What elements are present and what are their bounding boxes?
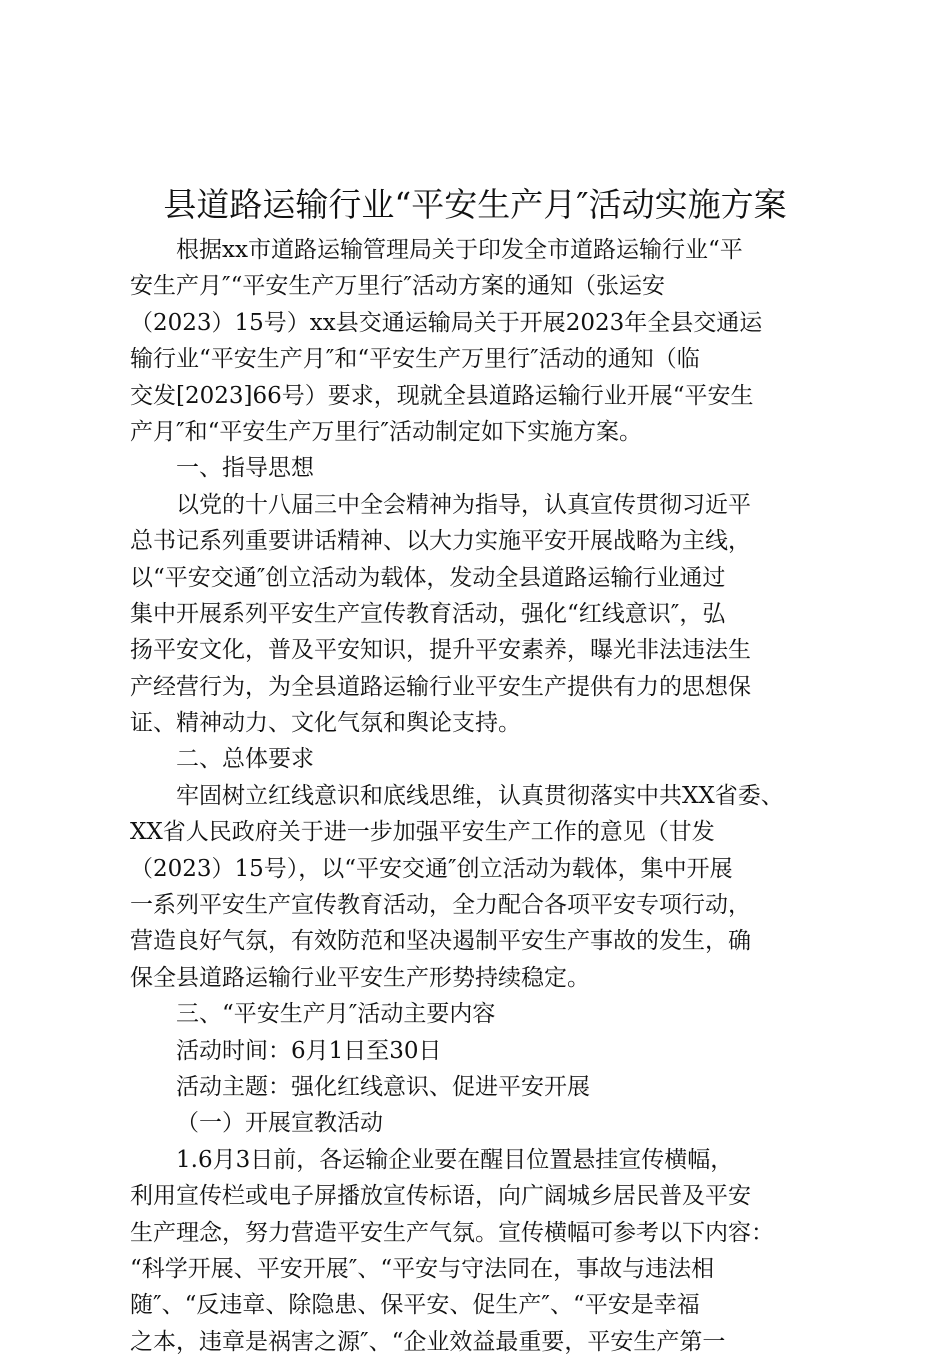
text-line: 一系列平安生产宣传教育活动，全力配合各项平安专项行动， xyxy=(130,892,751,919)
text-line: 交发[2023]66号）要求，现就全县道路运输行业开展“平安生 xyxy=(130,382,754,409)
text-line: 保全县道路运输行业平安生产形势持续稳定。 xyxy=(130,964,590,991)
text-line: 三、“平安生产月″活动主要内容 xyxy=(176,1001,496,1028)
text-line: 输行业“平安生产月″和“平安生产万里行″活动的通知（临 xyxy=(130,346,700,373)
text-line: 营造良好气氛，有效防范和坚决遏制平安生产事故的发生，确 xyxy=(130,928,751,955)
text-line: 以党的十八届三中全会精神为指导，认真宣传贯彻习近平 xyxy=(176,491,751,518)
text-line: 以“平安交通″创立活动为载体，发动全县道路运输行业通过 xyxy=(130,564,726,591)
text-line: 产月″和“平安生产万里行″活动制定如下实施方案。 xyxy=(130,418,642,445)
text-line: 利用宣传栏或电子屏播放宣传标语，向广阔城乡居民普及平安 xyxy=(130,1183,751,1210)
text-line: 1.6月3日前，各运输企业要在醒目位置悬挂宣传横幅， xyxy=(176,1146,734,1173)
text-line: 安生产月″“平安生产万里行″活动方案的通知（张运安 xyxy=(130,273,665,300)
text-line: （2023）15号）xx县交通运输局关于开展2023年全县交通运 xyxy=(130,309,763,336)
document-title: 县道路运输行业“平安生产月″活动实施方案 xyxy=(163,185,787,224)
text-line: 根据xx市道路运输管理局关于印发全市道路运输行业“平 xyxy=(176,237,743,263)
text-line: 证、精神动力、文化气氛和舆论支持。 xyxy=(130,710,521,737)
text-line: 生产理念，努力营造平安生产气氛。宣传横幅可参考以下内容： xyxy=(130,1219,774,1246)
text-line: “科学开展、平安开展″、“平安与守法同在，事故与违法相 xyxy=(130,1255,715,1282)
text-line: 总书记系列重要讲话精神、以大力实施平安开展战略为主线， xyxy=(130,528,751,555)
text-line: （一）开展宣教活动 xyxy=(176,1110,383,1137)
text-line: 集中开展系列平安生产宣传教育活动，强化“红线意识″，弘 xyxy=(130,600,726,627)
text-line: 之本，违章是祸害之源″、“企业效益最重要，平安生产第一 xyxy=(130,1328,726,1355)
text-line: 一、指导思想 xyxy=(176,455,314,482)
text-line: 扬平安文化，普及平安知识，提升平安素养，曝光非法违法生 xyxy=(130,637,751,664)
text-line: 牢固树立红线意识和底线思维，认真贯彻落实中共XX省委、 xyxy=(176,782,784,809)
text-line: 活动主题：强化红线意识、促进平安开展 xyxy=(176,1073,590,1100)
document-body xyxy=(130,232,840,1360)
text-line: 产经营行为，为全县道路运输行业平安生产提供有力的思想保 xyxy=(130,673,751,700)
text-line: （2023）15号），以“平安交通″创立活动为载体，集中开展 xyxy=(130,855,733,882)
text-line: 二、总体要求 xyxy=(176,746,314,773)
text-line: XX省人民政府关于进一步加强平安生产工作的意见（甘发 xyxy=(130,819,715,846)
text-line: 随″、“反违章、除隐患、保平安、促生产″、“平安是幸福 xyxy=(130,1292,700,1319)
text-line: 活动时间：6月1日至30日 xyxy=(176,1037,442,1064)
